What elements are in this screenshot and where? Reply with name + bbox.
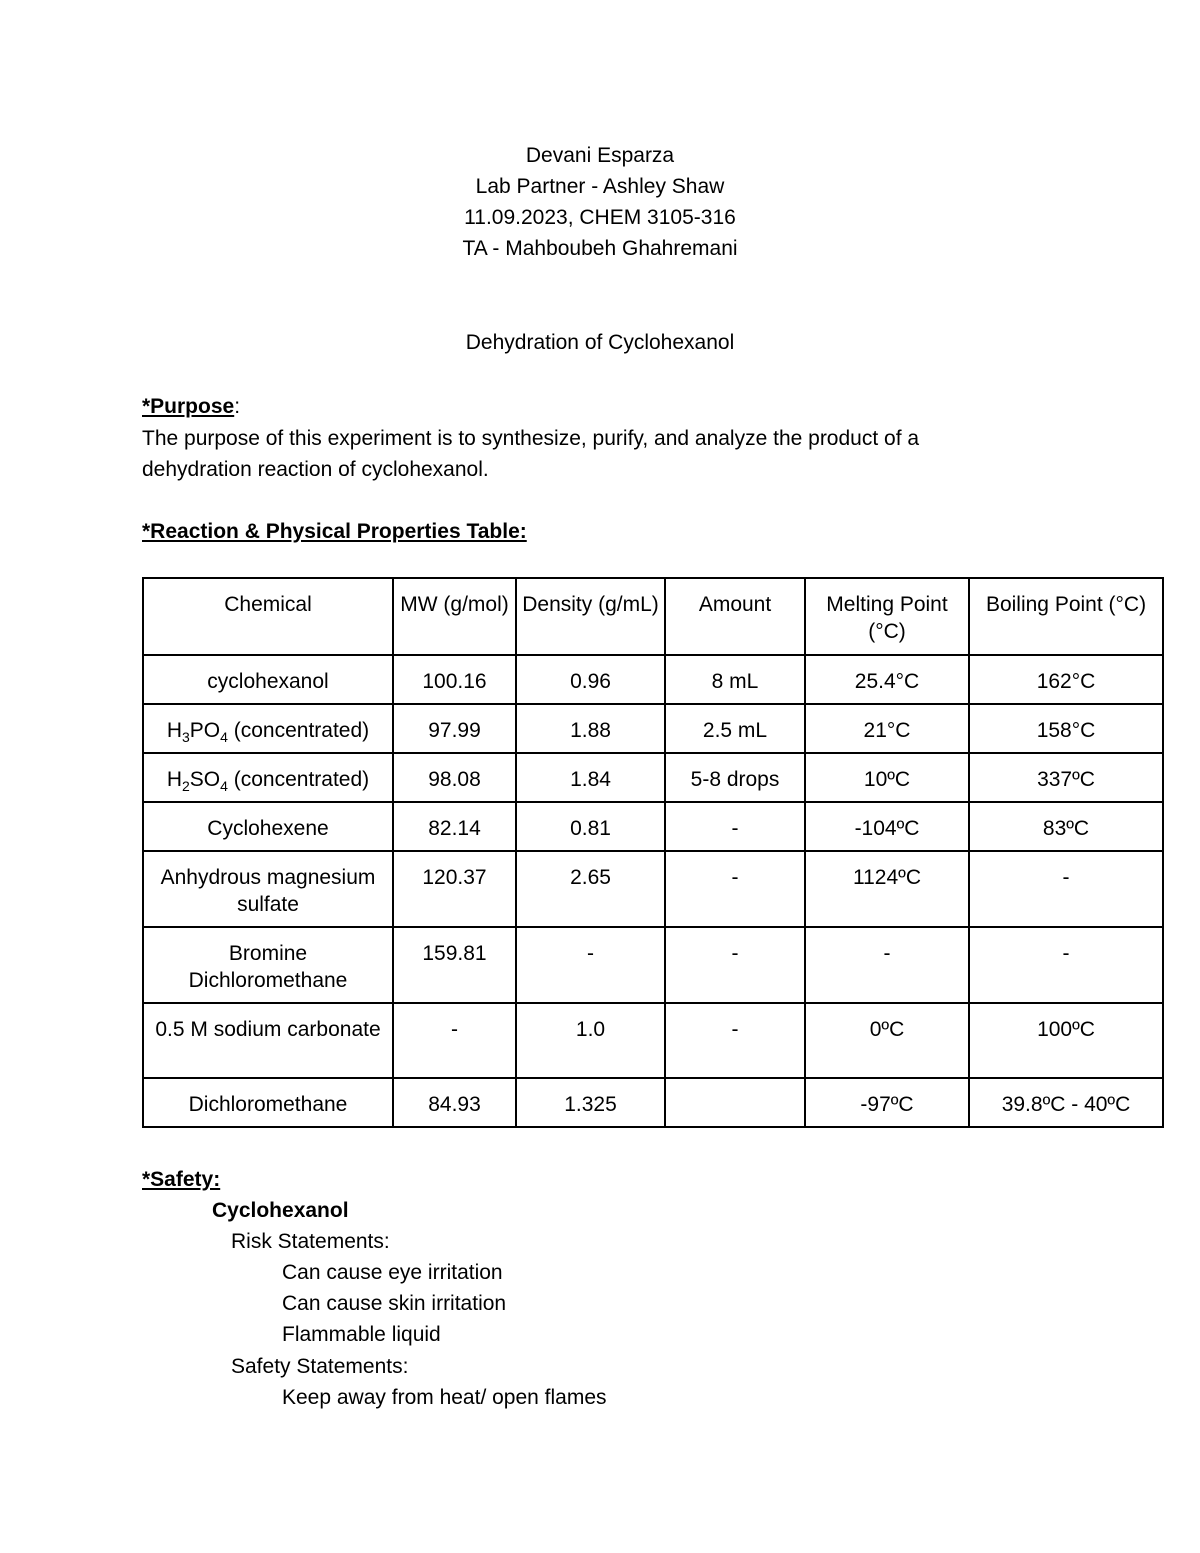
mw-cell: 120.37 bbox=[393, 851, 516, 927]
melting-point-cell: -104ºC bbox=[805, 802, 969, 851]
melting-point-cell: 0ºC bbox=[805, 1003, 969, 1078]
formula-text: H bbox=[166, 719, 182, 742]
purpose-text bbox=[142, 423, 1042, 485]
melting-point-cell: 1124ºC bbox=[805, 851, 969, 927]
risk-item: Flammable liquid bbox=[282, 1323, 441, 1346]
amount-cell: 2.5 mL bbox=[665, 704, 805, 753]
amount-cell: - bbox=[665, 802, 805, 851]
author-name: Devani Esparza bbox=[525, 144, 675, 167]
formula-text: SO bbox=[189, 768, 221, 791]
lab-partner: Lab Partner - Ashley Shaw bbox=[475, 175, 725, 198]
purpose-line-1: The purpose of this experiment is to synthesize, purify, and analyze the product of a bbox=[142, 427, 920, 450]
density-cell: - bbox=[516, 927, 665, 1003]
formula-text: PO bbox=[189, 719, 221, 742]
header-cell: Melting Point (°C) bbox=[805, 578, 969, 655]
boiling-point-cell: 337ºC bbox=[969, 753, 1163, 802]
density-cell: 2.65 bbox=[516, 851, 665, 927]
density-cell: 0.81 bbox=[516, 802, 665, 851]
table-row bbox=[143, 704, 1163, 753]
chemical-cell: Anhydrous magnesium sulfate bbox=[143, 851, 393, 927]
table-row bbox=[143, 802, 1163, 851]
boiling-point-cell: - bbox=[969, 927, 1163, 1003]
document-header bbox=[0, 140, 1200, 264]
mw-cell: 84.93 bbox=[393, 1078, 516, 1127]
mw-cell: 82.14 bbox=[393, 802, 516, 851]
density-cell: 1.325 bbox=[516, 1078, 665, 1127]
chemical-cell: cyclohexanol bbox=[143, 655, 393, 704]
risk-item: Can cause eye irritation bbox=[282, 1261, 503, 1284]
table-row bbox=[143, 753, 1163, 802]
teaching-assistant: TA - Mahboubeh Ghahremani bbox=[462, 237, 738, 260]
purpose-colon: : bbox=[234, 395, 241, 418]
amount-cell: - bbox=[665, 1003, 805, 1078]
table-header-row bbox=[143, 578, 1163, 655]
amount-cell: - bbox=[665, 927, 805, 1003]
formula-text: H bbox=[166, 768, 182, 791]
boiling-point-cell: 83ºC bbox=[969, 802, 1163, 851]
risk-label: Risk Statements: bbox=[231, 1230, 390, 1253]
density-cell: 1.84 bbox=[516, 753, 665, 802]
melting-point-cell: 25.4°C bbox=[805, 655, 969, 704]
formula-subscript: 4 bbox=[220, 778, 228, 795]
chemical-cell: 0.5 M sodium carbonate bbox=[143, 1003, 393, 1078]
boiling-point-cell: 100ºC bbox=[969, 1003, 1163, 1078]
melting-point-cell: 10ºC bbox=[805, 753, 969, 802]
mw-cell: 97.99 bbox=[393, 704, 516, 753]
amount-cell: 5-8 drops bbox=[665, 753, 805, 802]
safety-heading: *Safety: bbox=[142, 1168, 221, 1191]
boiling-point-cell: - bbox=[969, 851, 1163, 927]
boiling-point-cell: 158°C bbox=[969, 704, 1163, 753]
density-cell: 1.0 bbox=[516, 1003, 665, 1078]
boiling-point-cell: 162°C bbox=[969, 655, 1163, 704]
table-row bbox=[143, 655, 1163, 704]
chemical-cell: Cyclohexene bbox=[143, 802, 393, 851]
table-row bbox=[143, 851, 1163, 927]
risk-item: Can cause skin irritation bbox=[282, 1292, 507, 1315]
melting-point-cell: -97ºC bbox=[805, 1078, 969, 1127]
boiling-point-cell: 39.8ºC - 40ºC bbox=[969, 1078, 1163, 1127]
header-cell: Density (g/mL) bbox=[516, 578, 665, 655]
safety-item: Keep away from heat/ open flames bbox=[282, 1386, 607, 1409]
amount-cell: 8 mL bbox=[665, 655, 805, 704]
chemical-cell bbox=[143, 753, 393, 802]
formula-note: (concentrated) bbox=[227, 768, 370, 791]
table-row bbox=[143, 1003, 1163, 1078]
header-cell: Amount bbox=[665, 578, 805, 655]
formula-subscript: 2 bbox=[181, 778, 190, 795]
chemical-cell bbox=[143, 704, 393, 753]
formula-note: (concentrated) bbox=[227, 719, 370, 742]
date-course: 11.09.2023, CHEM 3105-316 bbox=[464, 206, 736, 229]
table-row bbox=[143, 1078, 1163, 1127]
header-cell: Boiling Point (°C) bbox=[969, 578, 1163, 655]
header-cell: Chemical bbox=[143, 578, 393, 655]
formula-subscript: 3 bbox=[181, 729, 190, 746]
chemical-cell: Bromine Dichloromethane bbox=[143, 927, 393, 1003]
melting-point-cell: - bbox=[805, 927, 969, 1003]
properties-table bbox=[142, 577, 1164, 1128]
header-cell: MW (g/mol) bbox=[393, 578, 516, 655]
chemical-cell: Dichloromethane bbox=[143, 1078, 393, 1127]
density-cell: 1.88 bbox=[516, 704, 665, 753]
purpose-heading-line bbox=[142, 391, 240, 422]
amount-cell bbox=[665, 1078, 805, 1127]
mw-cell: 98.08 bbox=[393, 753, 516, 802]
table-heading: *Reaction & Physical Properties Table: bbox=[142, 520, 527, 543]
formula-subscript: 4 bbox=[220, 729, 228, 746]
safety-label: Safety Statements: bbox=[231, 1355, 409, 1378]
table-row bbox=[143, 927, 1163, 1003]
melting-point-cell: 21°C bbox=[805, 704, 969, 753]
density-cell: 0.96 bbox=[516, 655, 665, 704]
document-title: Dehydration of Cyclohexanol bbox=[465, 331, 735, 354]
purpose-line-2: dehydration reaction of cyclohexanol. bbox=[142, 458, 489, 481]
purpose-heading: *Purpose bbox=[142, 395, 235, 418]
mw-cell: 159.81 bbox=[393, 927, 516, 1003]
amount-cell: - bbox=[665, 851, 805, 927]
safety-chemical: Cyclohexanol bbox=[212, 1199, 349, 1222]
mw-cell: - bbox=[393, 1003, 516, 1078]
mw-cell: 100.16 bbox=[393, 655, 516, 704]
